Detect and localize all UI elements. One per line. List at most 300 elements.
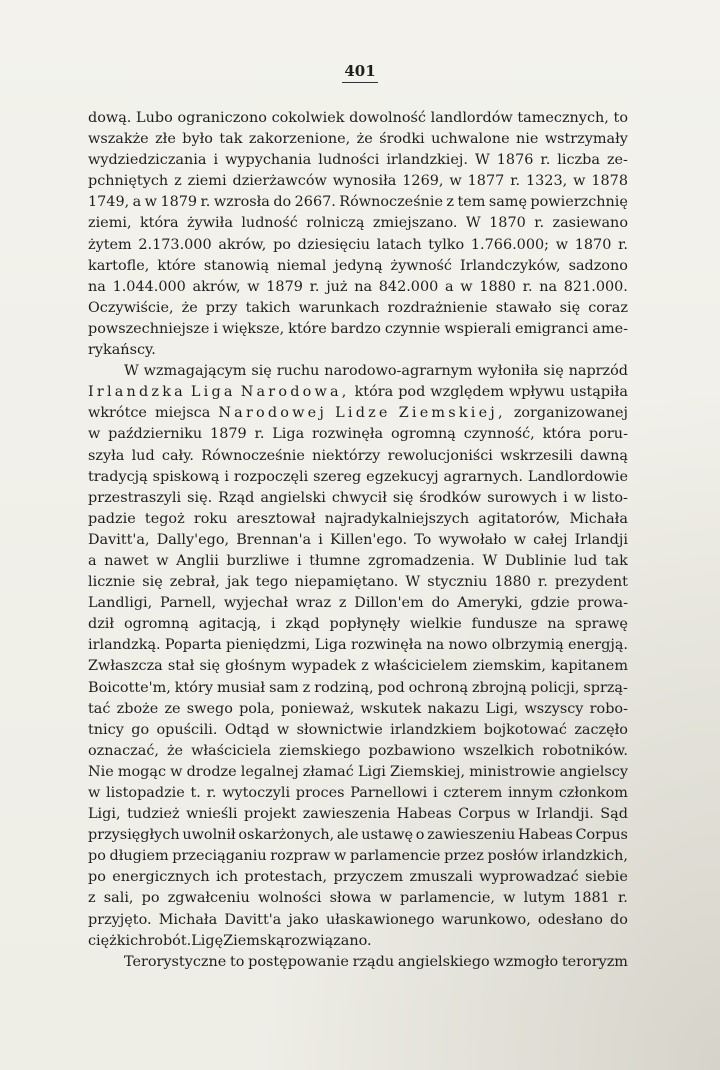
word: 1878 <box>591 173 628 190</box>
text-line <box>88 150 628 171</box>
word: ogromną <box>123 616 189 633</box>
word: drodze <box>186 763 237 780</box>
word: tradycją <box>88 468 148 485</box>
word: tać <box>88 700 111 717</box>
word: robo- <box>589 700 628 717</box>
word: Lidze <box>335 405 391 422</box>
word: Habeas <box>396 806 452 823</box>
word: irlandzką. <box>88 637 161 654</box>
word: legalnej <box>240 763 299 780</box>
word: i <box>433 785 438 801</box>
text-line <box>88 235 628 256</box>
word: to <box>229 953 245 970</box>
word: wstrzymały <box>544 131 628 148</box>
word: irlandzkich, <box>542 848 628 865</box>
word: że <box>166 742 184 759</box>
word: 1870 <box>574 236 612 253</box>
word: rozpoczęli <box>233 468 309 485</box>
word: się <box>251 363 272 380</box>
word: dzierżawców <box>232 173 327 190</box>
word: aresztował <box>236 510 316 527</box>
word: w <box>170 763 183 780</box>
word: agitatorów, <box>478 510 561 527</box>
word: po <box>88 848 106 865</box>
text-line <box>88 656 628 677</box>
word: jak <box>226 574 249 591</box>
word: opuścili. <box>156 721 218 738</box>
text-line <box>88 256 628 277</box>
word: w <box>555 236 569 253</box>
word: r. <box>522 278 533 295</box>
word: emigranci <box>515 320 589 337</box>
word: i <box>297 552 302 569</box>
word: gdzie <box>530 595 570 612</box>
word: ułaskawionego <box>325 911 435 928</box>
word: wskutek <box>360 700 422 717</box>
word: wkrótce <box>88 405 147 422</box>
word: ich <box>216 869 238 886</box>
word: narodowo-agrarnym <box>324 363 473 380</box>
word: do <box>610 911 628 928</box>
word: jedyną <box>334 257 383 274</box>
word: ciężkich <box>88 932 148 949</box>
word: rozwinęła <box>312 426 384 443</box>
word: już <box>326 278 348 295</box>
word: rewolucjoniści <box>387 447 493 464</box>
word: teroryzm <box>561 953 628 970</box>
word: energją. <box>567 637 628 654</box>
word: przez <box>444 848 484 865</box>
word: środków <box>419 489 482 506</box>
word: nie <box>516 131 539 148</box>
text-line <box>88 213 628 234</box>
word: na <box>547 616 566 633</box>
word: słowa <box>329 890 372 907</box>
word: oznaczać, <box>88 742 159 759</box>
word: robót. <box>147 932 192 949</box>
word: całej <box>533 531 568 548</box>
word: sam <box>269 679 299 696</box>
word: wzmogło <box>493 953 559 970</box>
word: poru- <box>589 426 628 443</box>
word: tak <box>604 552 628 569</box>
word: najradykalniejszych <box>324 510 470 527</box>
word: uchwalone <box>431 131 510 148</box>
word: 1880 <box>479 278 516 295</box>
word: wynosiła <box>332 173 397 190</box>
word: dawną <box>579 447 628 464</box>
word: angielski <box>260 489 326 506</box>
word: landlordów <box>430 110 513 126</box>
word: Ligi <box>357 763 386 780</box>
word: w <box>276 721 290 738</box>
text-line <box>88 678 628 699</box>
word: Dally'ego, <box>156 531 230 548</box>
word: środki <box>379 131 425 148</box>
word: wszakże <box>88 131 149 148</box>
word: tak <box>219 131 243 148</box>
word: na <box>539 278 558 295</box>
word: niektórzy <box>312 447 381 464</box>
word: liczba <box>557 152 600 169</box>
text-line <box>88 846 628 867</box>
word: szyła <box>88 447 125 464</box>
word: dził <box>88 616 115 633</box>
word: ministrowie <box>469 763 556 780</box>
word: Corpus <box>575 827 628 844</box>
text-line <box>88 319 628 340</box>
word: Corpus <box>458 806 511 823</box>
word: zgromadzenia. <box>367 552 475 569</box>
word: r. <box>540 152 551 169</box>
word: z <box>361 658 369 675</box>
word: innym <box>508 785 553 801</box>
word: Habeas <box>518 827 573 844</box>
text-line <box>88 192 628 213</box>
word: burzliwe <box>226 552 290 569</box>
word: zboże <box>116 700 159 717</box>
text-line <box>88 403 628 424</box>
word: egzekucyj <box>366 468 439 485</box>
word: 2.173.000 <box>138 236 212 253</box>
word: do <box>273 194 292 211</box>
word: czterem <box>443 785 503 801</box>
word: bojkotować <box>483 721 567 738</box>
word: zkąd <box>285 616 320 633</box>
word: Brennan'a <box>236 531 312 548</box>
word: z <box>174 173 182 190</box>
word: 1323, <box>525 173 568 190</box>
word: dową. <box>88 110 132 126</box>
word: olbrzymią <box>491 637 564 654</box>
word: się <box>543 363 564 380</box>
word: takich <box>245 299 291 316</box>
word: Liga <box>314 637 347 654</box>
word: złamać <box>302 763 354 780</box>
word: Killen'ego. <box>330 531 408 548</box>
word: t. <box>190 785 201 801</box>
word: Poparta <box>164 637 222 654</box>
word: żywiła <box>187 215 233 232</box>
word: rządu <box>352 953 395 970</box>
text-line <box>88 129 628 150</box>
word: stał <box>167 658 195 675</box>
word: ustąpiła <box>569 384 628 401</box>
word: r. <box>510 173 521 190</box>
word: Ameryki, <box>457 595 523 612</box>
word: uwolnił <box>182 827 236 844</box>
word: warunkach <box>298 299 380 316</box>
word: proces <box>295 785 345 801</box>
word: akrów, <box>192 278 241 295</box>
word: przysięgłych <box>88 827 180 844</box>
word: stanowią <box>203 257 270 274</box>
word: rykańscy. <box>88 342 156 359</box>
word: się. <box>187 489 213 506</box>
text-line <box>88 867 628 888</box>
word: lud <box>574 552 598 569</box>
word: Dillon'em <box>354 595 424 612</box>
word: na <box>88 278 106 295</box>
word: tegoż <box>144 510 185 527</box>
word: 1877 <box>467 173 505 190</box>
word: lutym <box>523 890 566 907</box>
word: wnieśli <box>186 806 238 823</box>
word: 1879 <box>266 278 303 295</box>
word: Ligi, <box>88 806 121 823</box>
text-line <box>88 382 628 403</box>
word: Davitt'a, <box>88 531 150 548</box>
word: ziemi <box>187 173 227 190</box>
word: swego <box>186 700 233 717</box>
word: 1749, <box>88 194 130 211</box>
word: Irlandzka <box>88 384 186 401</box>
word: To <box>414 531 432 548</box>
word: stawało <box>495 299 552 316</box>
word: przy <box>205 299 238 316</box>
word: cokolwiek <box>271 110 345 126</box>
word: padzie <box>88 510 136 527</box>
word: pod <box>377 679 405 696</box>
word: które <box>288 320 327 337</box>
word: Landligi, <box>88 595 153 612</box>
word: rozpraw <box>270 848 331 865</box>
word: która <box>139 215 179 232</box>
word: Ligę <box>191 932 224 949</box>
word: powierzchnię <box>530 194 628 211</box>
word: w <box>513 531 527 548</box>
word: członkom <box>558 785 628 801</box>
word: Terorystyczne <box>124 953 227 970</box>
word: wzmagającym <box>143 363 247 380</box>
word: do <box>431 595 450 612</box>
text-line <box>88 952 628 973</box>
word: wypychania <box>225 152 312 169</box>
word: Ziemskiej, <box>398 405 506 422</box>
word: żytem <box>88 236 132 253</box>
word: W <box>474 152 490 169</box>
word: energicznych <box>112 869 210 886</box>
word: ale <box>336 827 359 844</box>
word: samę <box>488 194 527 211</box>
word: W <box>405 574 421 591</box>
word: oskarżonych, <box>238 827 335 844</box>
word: wywołało <box>438 531 507 548</box>
word: po <box>88 869 106 886</box>
word: cały. <box>161 447 195 464</box>
word: Michała <box>158 911 218 928</box>
word: ludności <box>318 152 380 169</box>
word: nowo <box>448 637 488 654</box>
word: szereg <box>313 468 362 485</box>
word: r. <box>534 215 545 232</box>
word: Narodowej <box>218 405 328 422</box>
word: chwycił <box>331 489 387 506</box>
word: Irlandji <box>574 531 628 548</box>
word: Parnell, <box>160 595 217 612</box>
text-line <box>88 888 628 909</box>
word: to <box>613 110 628 126</box>
word: wypadek <box>291 658 356 675</box>
word: która <box>354 384 394 401</box>
text-line <box>88 720 628 741</box>
word: w <box>573 489 587 506</box>
word: go <box>131 721 150 738</box>
word: wszyscy <box>524 700 584 717</box>
word: przestraszyli <box>88 489 182 506</box>
text-line <box>88 171 628 192</box>
word: wpływu <box>508 384 565 401</box>
word: niemal <box>277 257 327 274</box>
text-line <box>88 488 628 509</box>
word: i <box>224 468 229 485</box>
word: 1870 <box>489 215 526 232</box>
word: na <box>426 637 445 654</box>
word: z <box>88 890 96 907</box>
word: wydziedziczania <box>88 152 207 169</box>
word: pchniętych <box>88 173 169 190</box>
text-line <box>88 762 628 783</box>
word: warunkowo, <box>441 911 531 928</box>
text-line <box>88 783 628 804</box>
word: zmuszali <box>409 869 473 886</box>
word: ochroną <box>408 679 469 696</box>
word: pod <box>398 384 426 401</box>
word: Rząd <box>218 489 255 506</box>
text-line <box>88 635 628 656</box>
word: wszelkich <box>463 742 535 759</box>
word: tudzież <box>127 806 180 823</box>
word: naprzód <box>568 363 628 380</box>
word: Michała <box>569 510 628 527</box>
word: czynność, <box>463 426 535 443</box>
word: niepamiętano. <box>294 574 399 591</box>
word: Ligi, <box>485 700 519 717</box>
text-line <box>88 741 628 762</box>
text-line <box>88 551 628 572</box>
word: ze- <box>606 152 628 169</box>
text-line <box>88 446 628 467</box>
word: dziesięciu <box>297 236 371 253</box>
word: tego <box>255 574 288 591</box>
text-line <box>88 361 628 382</box>
word: r. <box>309 278 320 295</box>
word: zawieszenia <box>302 806 391 823</box>
word: Narodowa, <box>240 384 350 401</box>
word: pieniędzmi, <box>226 637 311 654</box>
word: 1.766.000; <box>470 236 549 253</box>
word: w <box>88 426 101 443</box>
word: w <box>379 890 392 907</box>
word: Zwłaszcza <box>88 658 163 675</box>
word: sadzono <box>568 257 628 274</box>
word: agitacją, <box>198 616 262 633</box>
word: rodziną, <box>314 679 374 696</box>
word: Ziemską <box>223 932 285 949</box>
word: 1269, <box>402 173 444 190</box>
word: było <box>182 131 213 148</box>
word: w <box>503 890 516 907</box>
word: dowolność <box>349 110 426 126</box>
word: ponieważ, <box>280 700 355 717</box>
word: w <box>334 848 347 865</box>
word: akrów, <box>218 236 267 253</box>
word: rozwinęła <box>350 637 423 654</box>
text-line <box>88 530 628 551</box>
word: tłumne <box>309 552 361 569</box>
word: wzrosła <box>213 194 270 211</box>
word: właścicielem <box>373 658 468 675</box>
word: większe, <box>221 320 285 337</box>
word: z <box>338 595 347 612</box>
word: złe <box>155 131 176 148</box>
word: ziemi, <box>88 215 132 232</box>
word: się <box>142 574 163 591</box>
word: r. <box>200 194 211 211</box>
word: ame- <box>592 320 628 337</box>
word: w <box>460 278 473 295</box>
word: Anglii <box>176 552 219 569</box>
word: czynnie <box>384 320 441 337</box>
word: Lubo <box>136 110 173 126</box>
text-line <box>88 424 628 445</box>
word: w <box>88 785 101 801</box>
word: w <box>573 173 586 190</box>
word: wyjechał <box>223 595 288 612</box>
word: w <box>449 173 462 190</box>
word: w <box>144 194 157 211</box>
word: która <box>542 426 582 443</box>
word: Nie <box>88 763 114 780</box>
word: mogąc <box>117 763 167 780</box>
word: 1880 <box>494 574 531 591</box>
word: jako <box>288 911 319 928</box>
word: roku <box>193 510 228 527</box>
word: wyłoniła <box>477 363 539 380</box>
word: latach <box>376 236 422 253</box>
word: że <box>181 299 198 316</box>
word: ze <box>164 700 181 717</box>
word: przyjęto. <box>88 911 152 928</box>
word: postępowanie <box>248 953 349 970</box>
text-line <box>88 699 628 720</box>
word: ludność <box>241 215 298 232</box>
word: i <box>318 531 323 548</box>
word: a <box>88 552 97 569</box>
word: sprzą- <box>583 679 628 696</box>
word: agrarnych. <box>443 468 523 485</box>
word: względem <box>430 384 504 401</box>
text-line <box>88 910 628 931</box>
word: 821.000. <box>563 278 628 295</box>
word: zawieszeniu <box>427 827 516 844</box>
text-line <box>88 467 628 488</box>
word: tylko <box>428 236 465 253</box>
word: zasiewano <box>552 215 628 232</box>
text-line <box>88 340 628 361</box>
word: 2667. <box>294 194 336 211</box>
word: i <box>213 320 218 337</box>
word: irlandzkiej. <box>386 152 468 169</box>
word: na <box>354 278 373 295</box>
word: posłów <box>487 848 539 865</box>
word: właściciela <box>191 742 272 759</box>
word: 1879 <box>160 194 198 211</box>
text-line <box>88 614 628 635</box>
word: wraz <box>295 595 332 612</box>
word: Oczywiście, <box>88 299 174 316</box>
word: 1.044.000 <box>112 278 186 295</box>
